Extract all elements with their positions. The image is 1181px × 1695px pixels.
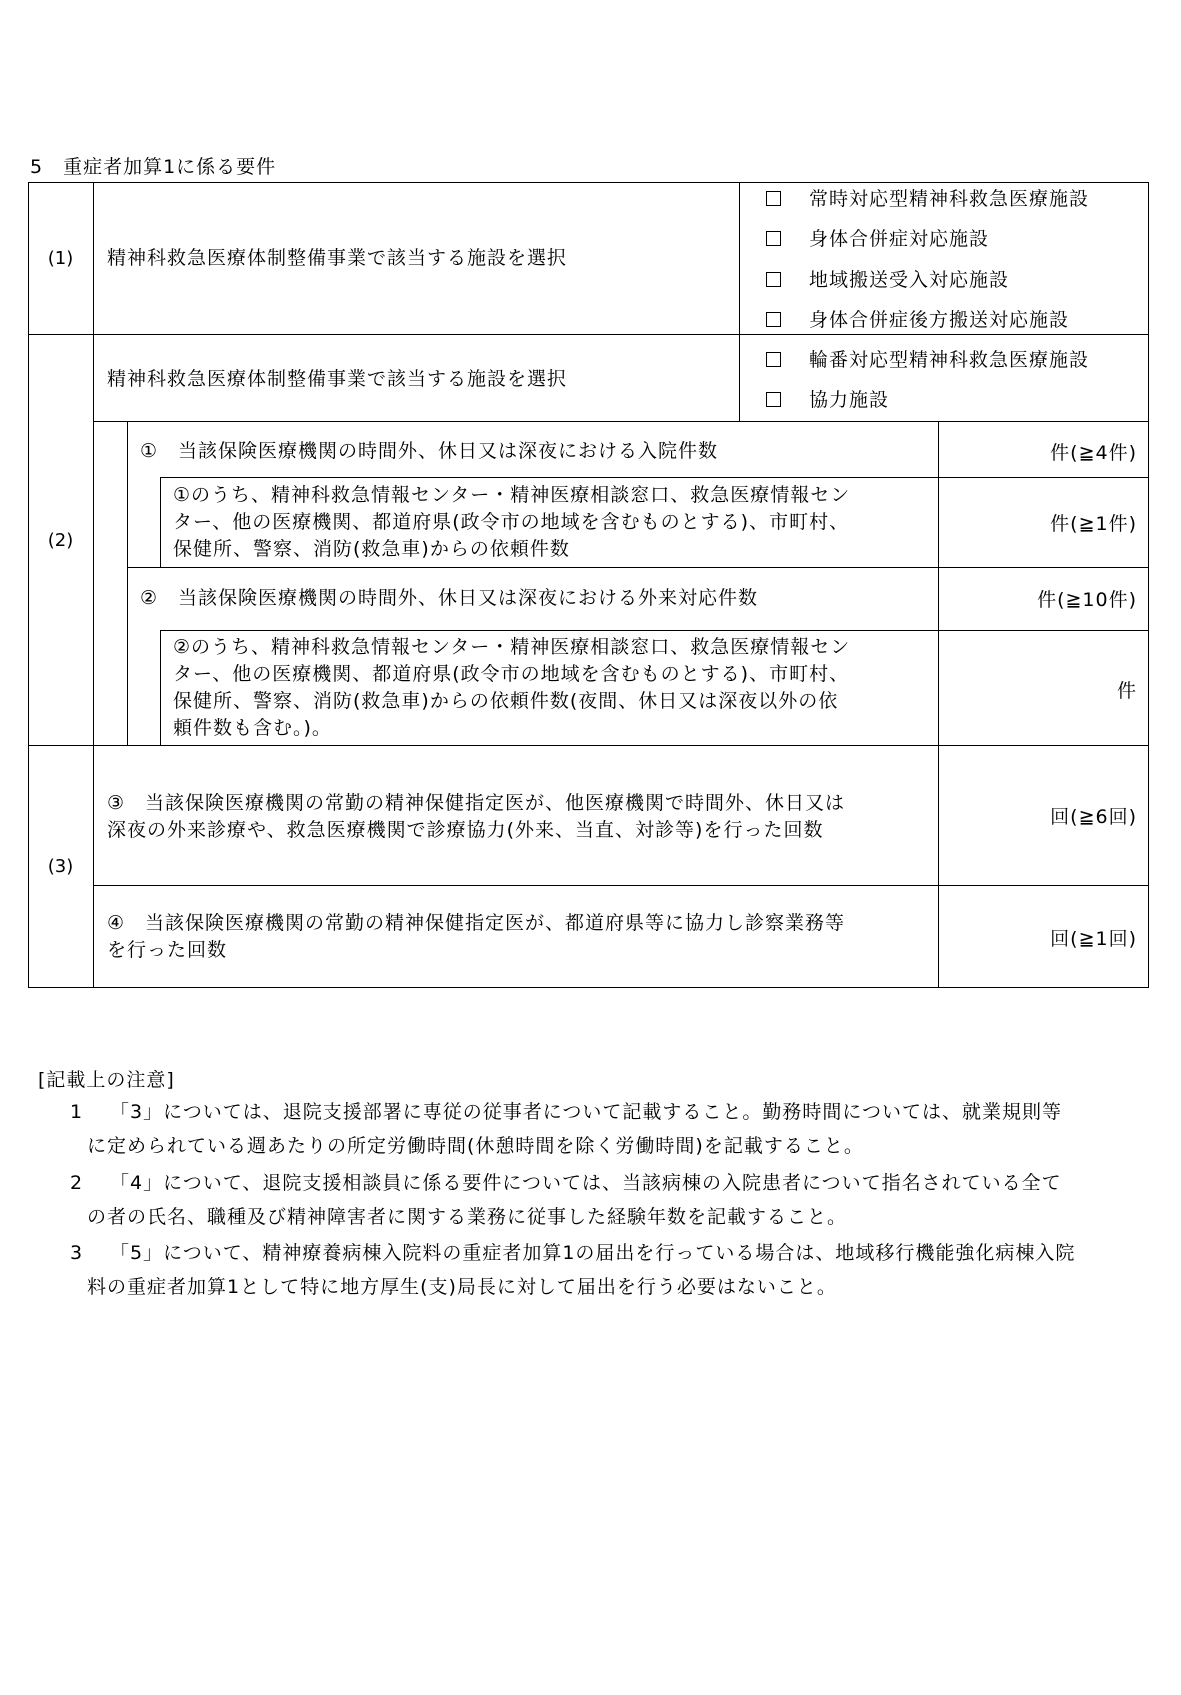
table-divider bbox=[93, 885, 1149, 886]
note-line: に定められている週あたりの所定労働時間(休憩時間を除く労働時間)を記載すること。 bbox=[87, 1135, 864, 1157]
option-row[interactable] bbox=[766, 224, 989, 251]
item1-count: 件(≧4件) bbox=[1050, 442, 1137, 464]
option-label: 身体合併症後方搬送対応施設 bbox=[809, 309, 1070, 331]
table-divider bbox=[160, 630, 1149, 631]
note-item bbox=[70, 1095, 1062, 1163]
item1sub-line: ①のうち、精神科救急情報センター・精神医療相談窓口、救急医療情報セン bbox=[173, 484, 851, 506]
item4-line: ④ 当該保険医療機関の常勤の精神保健指定医が、都道府県等に協力し診察業務等 bbox=[107, 912, 846, 934]
item3-count: 回(≧6回) bbox=[1050, 806, 1137, 828]
table-divider bbox=[93, 182, 94, 988]
option-row[interactable] bbox=[766, 265, 1009, 292]
row-number: (2) bbox=[47, 530, 74, 551]
option-label: 身体合併症対応施設 bbox=[809, 228, 990, 250]
option-label: 協力施設 bbox=[809, 389, 890, 411]
item1-text: ① 当該保険医療機関の時間外、休日又は深夜における入院件数 bbox=[140, 440, 719, 462]
item2sub-line: 頼件数も含む。)。 bbox=[173, 717, 332, 739]
option-label: 常時対応型精神科救急医療施設 bbox=[809, 188, 1090, 210]
item2sub-line: ②のうち、精神科救急情報センター・精神医療相談窓口、救急医療情報セン bbox=[173, 636, 851, 658]
checkbox-icon[interactable] bbox=[766, 392, 781, 407]
table-divider bbox=[127, 421, 128, 745]
item1sub-line: ター、他の医療機関、都道府県(政令市の地域を含むものとする)、市町村、 bbox=[173, 511, 850, 533]
row-number: (1) bbox=[47, 248, 74, 269]
item1sub-line: 保健所、警察、消防(救急車)からの依頼件数 bbox=[173, 538, 570, 560]
note-line: 「4」について、退院支援相談員に係る要件については、当該病棟の入院患者について指名されている全て bbox=[110, 1172, 1062, 1194]
option-row[interactable] bbox=[766, 345, 1089, 372]
note-line: 料の重症者加算1として特に地方厚生(支)局長に対して届出を行う必要はないこと。 bbox=[87, 1276, 837, 1298]
option-label: 輪番対応型精神科救急医療施設 bbox=[809, 349, 1090, 371]
note-number: 3 bbox=[70, 1242, 84, 1264]
table-divider bbox=[938, 421, 939, 988]
checkbox-icon[interactable] bbox=[766, 191, 781, 206]
checkbox-icon[interactable] bbox=[766, 352, 781, 367]
table-divider bbox=[28, 334, 1149, 335]
row-label: 精神科救急医療体制整備事業で該当する施設を選択 bbox=[107, 247, 568, 269]
table-divider bbox=[160, 630, 161, 745]
table-divider bbox=[160, 477, 1149, 478]
note-line: 「3」については、退院支援部署に専従の従事者について記載すること。勤務時間については、就業規則等 bbox=[110, 1101, 1062, 1123]
note-item bbox=[70, 1166, 1062, 1234]
item4-line: を行った回数 bbox=[107, 939, 228, 961]
section-title: 5 重症者加算1に係る要件 bbox=[30, 156, 277, 178]
note-line: 「5」について、精神療養病棟入院料の重症者加算1の届出を行っている場合は、地域移行機能強化病棟入院 bbox=[110, 1242, 1076, 1264]
item2sub-count: 件 bbox=[1116, 680, 1137, 702]
note-number: 2 bbox=[70, 1172, 84, 1194]
item2-text: ② 当該保険医療機関の時間外、休日又は深夜における外来対応件数 bbox=[140, 587, 759, 609]
note-item bbox=[70, 1236, 1075, 1304]
row-number: (3) bbox=[47, 856, 74, 877]
option-row[interactable] bbox=[766, 184, 1089, 211]
item2sub-line: ター、他の医療機関、都道府県(政令市の地域を含むものとする)、市町村、 bbox=[173, 663, 850, 685]
item2-count: 件(≧10件) bbox=[1037, 589, 1137, 611]
item3-line: 深夜の外来診療や、救急医療機関で診療協力(外来、当直、対診等)を行った回数 bbox=[107, 819, 824, 841]
notes-title: [記載上の注意] bbox=[38, 1069, 175, 1091]
option-label: 地域搬送受入対応施設 bbox=[809, 269, 1010, 291]
checkbox-icon[interactable] bbox=[766, 312, 781, 327]
option-row[interactable] bbox=[766, 305, 1069, 332]
table-divider bbox=[127, 567, 1149, 568]
table-divider bbox=[160, 477, 161, 567]
note-number: 1 bbox=[70, 1101, 84, 1123]
table-divider bbox=[739, 182, 740, 421]
option-row[interactable] bbox=[766, 385, 889, 412]
table-divider bbox=[28, 745, 1149, 746]
item4-count: 回(≧1回) bbox=[1050, 928, 1137, 950]
table-divider bbox=[93, 421, 1149, 422]
note-line: の者の氏名、職種及び精神障害者に関する業務に従事した経験年数を記載すること。 bbox=[87, 1206, 848, 1228]
row-label: 精神科救急医療体制整備事業で該当する施設を選択 bbox=[107, 368, 568, 390]
checkbox-icon[interactable] bbox=[766, 231, 781, 246]
item1sub-count: 件(≧1件) bbox=[1050, 513, 1137, 535]
checkbox-icon[interactable] bbox=[766, 272, 781, 287]
item3-line: ③ 当該保険医療機関の常勤の精神保健指定医が、他医療機関で時間外、休日又は bbox=[107, 792, 846, 814]
item2sub-line: 保健所、警察、消防(救急車)からの依頼件数(夜間、休日又は深夜以外の依 bbox=[173, 690, 839, 712]
